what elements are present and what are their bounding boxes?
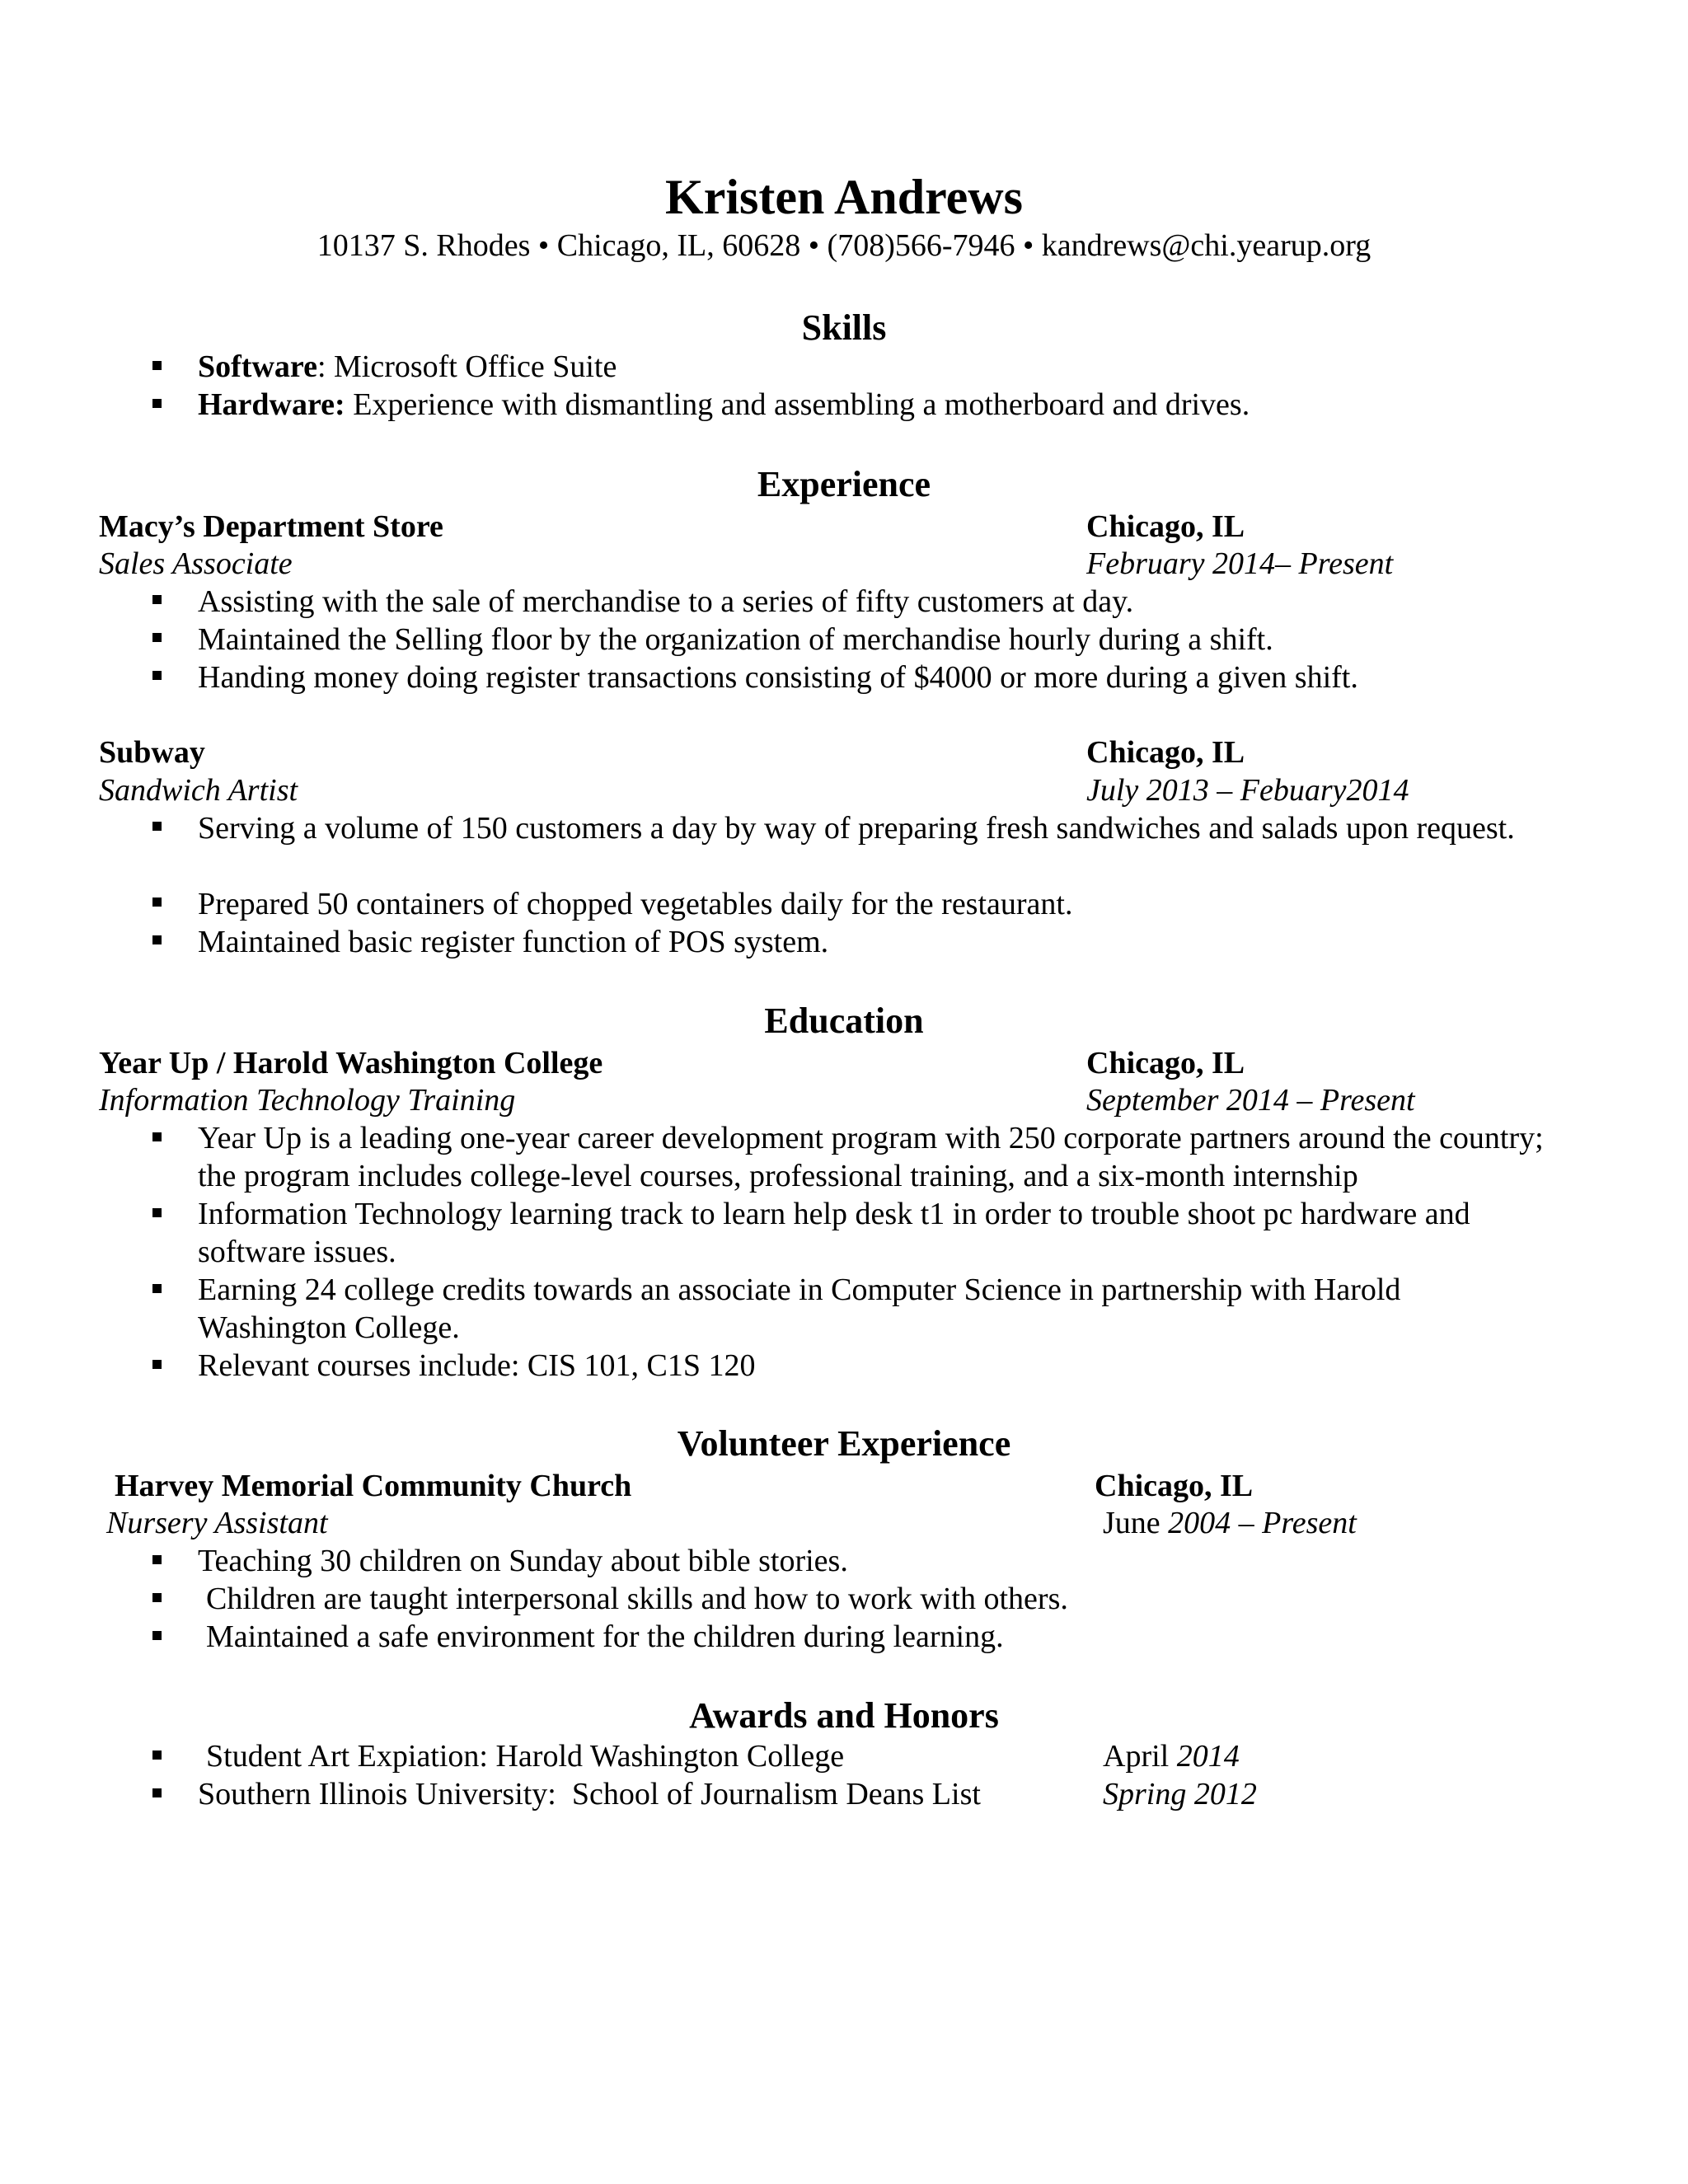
job-bullet: Maintained the Selling floor by the organization of merchandise hourly during a shift. [198,622,1273,657]
award-date-month: April [1103,1739,1177,1774]
education-bullet: Relevant courses include: CIS 101, C1S 120 [198,1348,756,1383]
job-role: Sandwich Artist [99,773,298,808]
volunteer-dates-month: June [1103,1506,1169,1540]
skill-label: Hardware: [198,387,345,422]
bullet-icon [152,822,162,831]
bullet-icon [152,935,162,944]
bullet-icon [152,671,162,680]
candidate-name: Kristen Andrews [665,170,1023,224]
section-heading-skills: Skills [801,307,887,348]
job-org: Subway [99,735,205,770]
volunteer-dates [1103,1504,1357,1542]
bullet-icon [152,399,162,408]
award-date-year: 2014 [1176,1739,1240,1774]
volunteer-role: Nursery Assistant [106,1506,328,1540]
section-heading-education: Education [764,1001,924,1041]
education-org: Year Up / Harold Washington College [99,1046,603,1080]
job-bullet: Prepared 50 containers of chopped vegetables daily for the restaurant. [198,887,1073,921]
job-location: Chicago, IL [1086,509,1245,544]
education-dates: September 2014 – Present [1086,1083,1415,1118]
bullet-icon [152,1788,162,1797]
bullet-icon [152,1750,162,1760]
section-heading-experience: Experience [757,464,931,504]
bullet-icon [152,1284,162,1293]
section-heading-volunteer: Volunteer Experience [677,1423,1011,1464]
bullet-icon [152,633,162,642]
job-dates: February 2014– Present [1086,546,1394,581]
skill-text: Experience with dismantling and assembling a motherboard and drives. [353,387,1250,422]
volunteer-bullet: Teaching 30 children on Sunday about bible stories. [198,1544,848,1578]
bullet-icon [152,1593,162,1602]
bullet-icon [152,1360,162,1369]
bullet-icon [152,898,162,907]
award-text: Student Art Expiation: Harold Washington College [206,1739,845,1774]
education-bullet: Earning 24 college credits towards an associate in Computer Science in partnership with Harold Washington College. [198,1272,1401,1345]
award-date-year: Spring 2012 [1103,1777,1257,1811]
volunteer-bullet: Children are taught interpersonal skills and how to work with others. [206,1582,1068,1616]
skill-separator: : [316,349,334,384]
bullet-icon [152,1555,162,1564]
contact-line: 10137 S. Rhodes • Chicago, IL, 60628 • (708)566-7946 • kandrews@chi.yearup.org [316,228,1372,263]
job-location: Chicago, IL [1086,735,1245,770]
award-date [1103,1775,1257,1813]
education-bullet: Information Technology learning track to learn help desk t1 in order to trouble shoot pc hardware and software issues. [198,1197,1470,1269]
award-text: Southern Illinois University: School of Journalism Deans List [198,1777,981,1811]
volunteer-dates-rest: 2004 – Present [1168,1506,1357,1540]
bullet-icon [152,361,162,370]
education-program: Information Technology Training [99,1083,516,1118]
job-org: Macy’s Department Store [99,509,443,544]
section-heading-awards: Awards and Honors [689,1695,999,1736]
job-bullet: Serving a volume of 150 customers a day by way of preparing fresh sandwiches and salads upon request. [198,811,1515,846]
bullet-icon [152,1208,162,1217]
award-date [1103,1737,1240,1775]
volunteer-org: Harvey Memorial Community Church [115,1469,632,1503]
bullet-icon [152,1132,162,1141]
skill-label: Software [198,349,317,384]
job-bullet: Handing money doing register transactions consisting of $4000 or more during a given shift. [198,660,1358,695]
volunteer-location: Chicago, IL [1095,1469,1254,1503]
skill-item [198,386,1250,424]
skill-item [198,348,617,386]
bullet-icon [152,595,162,604]
job-dates: July 2013 – Febuary2014 [1086,773,1409,808]
job-bullet: Maintained basic register function of POS system. [198,925,829,959]
bullet-icon [152,1631,162,1640]
job-role: Sales Associate [99,546,293,581]
job-bullet: Assisting with the sale of merchandise to a series of fifty customers at day. [198,584,1134,619]
skill-separator [345,387,354,422]
volunteer-bullet: Maintained a safe environment for the children during learning. [206,1619,1004,1654]
skill-text: Microsoft Office Suite [334,349,617,384]
education-location: Chicago, IL [1086,1046,1245,1080]
education-bullet: Year Up is a leading one-year career development program with 250 corporate partners around the country; the program includes college-level courses, professional training, and a six-month internship [198,1121,1544,1193]
